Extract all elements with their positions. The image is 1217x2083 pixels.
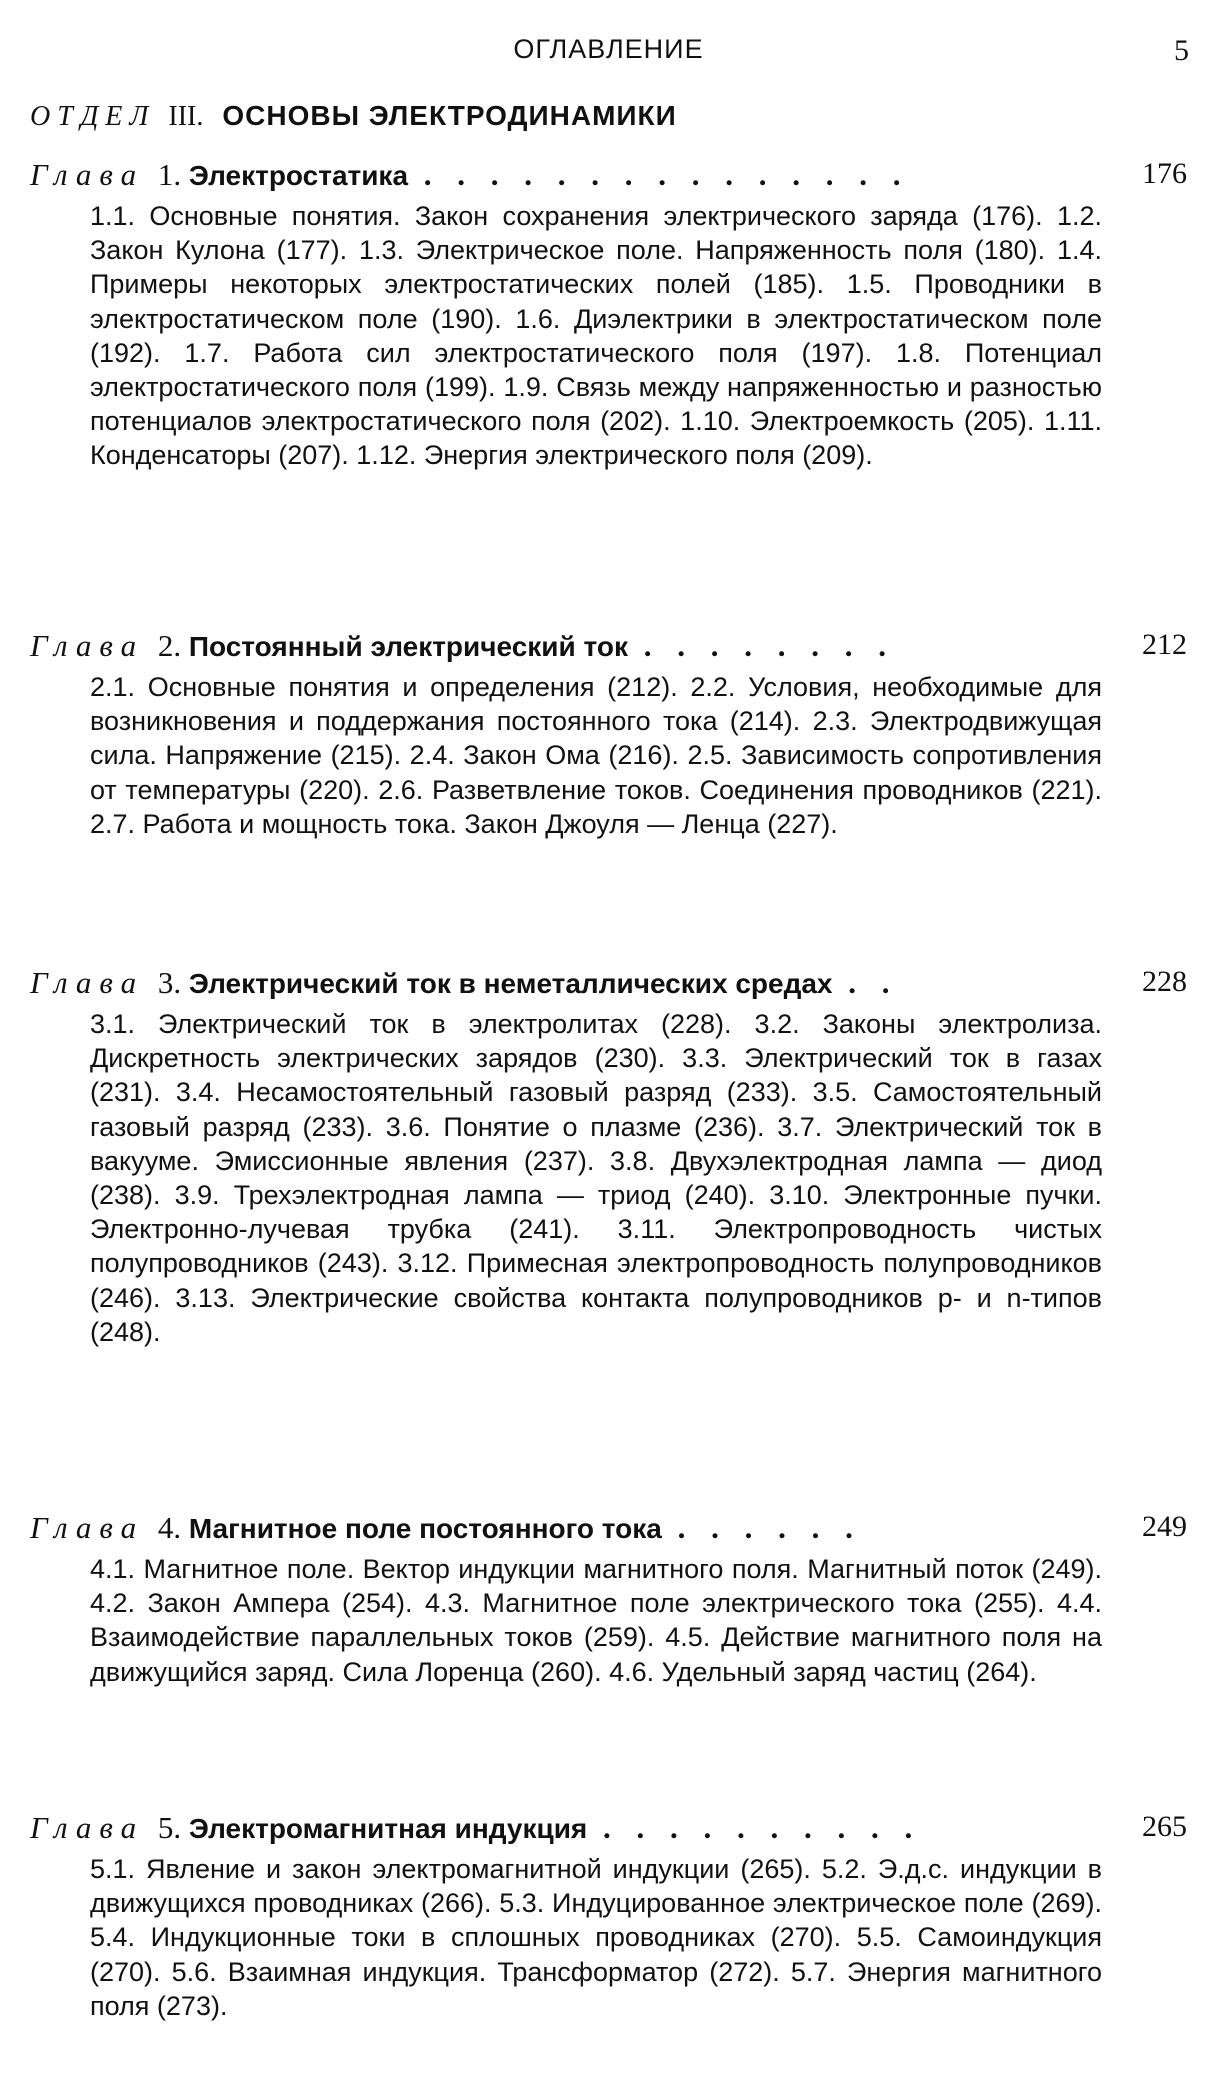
chapter-label: Глава [30,965,145,1000]
chapter-number: 3. [157,965,182,1000]
chapter-number: 5. [157,1810,182,1845]
chapter-contents: 5.1. Явление и закон электромагнитной индукции (265). 5.2. Э.д.с. индукции в движущихся проводниках (266). 5.3. Индуцированное электрическое поле (269). 5.4. Индукционные токи в сплошных проводниках (270). 5.5. Самоиндукция (270). 5.6. Взаимная индукция. Трансформатор (272). 5.7. Энергия магнитного поля (273). [90,1854,1102,2021]
chapter-heading [30,1810,1187,1852]
chapter-label: Глава [30,628,145,663]
chapter-contents: 2.1. Основные понятия и определения (212). 2.2. Условия, необходимые для возникновения и поддержания постоянного тока (214). 2.3. Электродвижущая сила. Напряжение (215). 2.4. Закон Ома (216). 2.5. Зависимость сопротивления от температуры (220). 2.6. Разветвление токов. Соединения проводников (221). 2.7. Работа и мощность тока. Закон Джоуля — Ленца (227). [90,672,1102,839]
chapter-contents: 4.1. Магнитное поле. Вектор индукции магнитного поля. Магнитный поток (249). 4.2. Закон Ампера (254). 4.3. Магнитное поле электрического тока (255). 4.4. Взаимодействие параллельных токов (259). 4.5. Действие магнитного поля на движущийся заряд. Сила Лоренца (260). 4.6. Удельный заряд частиц (264). [90,1554,1102,1687]
chapter-page-number: 249 [1142,1510,1187,1543]
dot-leader: . . . . . . [677,1510,862,1545]
chapter-title: Постоянный электрический ток [188,631,628,662]
section-heading [30,100,677,133]
chapter-title: Магнитное поле постоянного тока [188,1513,662,1544]
chapter-number: 1. [157,157,182,192]
chapter-1 [30,157,1187,473]
chapter-5 [30,1810,1187,2023]
chapter-page-number: 212 [1142,628,1187,661]
chapter-heading [30,965,1187,1007]
chapter-title: Электромагнитная индукция [188,1813,588,1844]
dot-leader: . . . . . . . . . . . . . . . [423,157,910,192]
chapter-title: Электростатика [188,160,409,191]
chapter-contents: 1.1. Основные понятия. Закон сохранения электрического заряда (176). 1.2. Закон Кулона (177). 1.3. Электрическое поле. Напряженность поля (180). 1.4. Примеры некоторых электростатических полей (185). 1.5. Проводники в электростатическом поле (190). 1.6. Диэлектрики в электростатическом поле (192). 1.7. Работа сил электростатического поля (197). 1.8. Потенциал электростатического поля (199). 1.9. Связь между напряженностью и разностью потенциалов электростатического поля (202). 1.10. Электроемкость (205). 1.11. Конденсаторы (207). 1.12. Энергия электрического поля (209). [90,201,1102,471]
dot-leader: . . [848,965,899,1000]
dot-leader: . . . . . . . . . . [603,1810,922,1845]
chapter-page-number: 228 [1142,965,1187,998]
section-title: ОСНОВЫ ЭЛЕКТРОДИНАМИКИ [222,100,677,131]
chapter-page-number: 176 [1142,157,1187,190]
chapter-number: 2. [157,628,182,663]
section-number: III. [168,101,204,132]
dot-leader: . . . . . . . . [643,628,895,663]
chapter-label: Глава [30,1810,145,1845]
chapter-label: Глава [30,157,145,192]
chapter-heading [30,628,1187,670]
page-number: 5 [1174,34,1189,67]
running-head [0,34,1217,74]
chapter-heading [30,157,1187,199]
chapter-contents: 3.1. Электрический ток в электролитах (228). 3.2. Законы электролиза. Дискретность электрических зарядов (230). 3.3. Электрический ток в газах (231). 3.4. Несамостоятельный газовый разряд (233). 3.5. Самостоятельный газовый разряд (233). 3.6. Понятие о плазме (236). 3.7. Электрический ток в вакууме. Эмиссионные явления (237). 3.8. Двухэлектродная лампа — диод (238). 3.9. Трехэлектродная лампа — триод (240). 3.10. Электронные пучки. Электронно-лучевая трубка (241). 3.11. Электропроводность чистых полупроводников (243). 3.12. Примесная электропроводность полупроводников (246). 3.13. Электрические свойства контакта полупроводников p- и n-типов (248). [90,1009,1102,1347]
chapter-page-number: 265 [1142,1810,1187,1843]
chapter-3 [30,965,1187,1349]
section-label: ОТДЕЛ [30,101,156,132]
running-title: ОГЛАВЛЕНИЕ [513,34,704,64]
chapter-heading [30,1510,1187,1552]
chapter-number: 4. [157,1510,182,1545]
chapter-4 [30,1510,1187,1689]
chapter-label: Глава [30,1510,145,1545]
chapter-title: Электрический ток в неметаллических средах [188,968,833,999]
chapter-2 [30,628,1187,841]
